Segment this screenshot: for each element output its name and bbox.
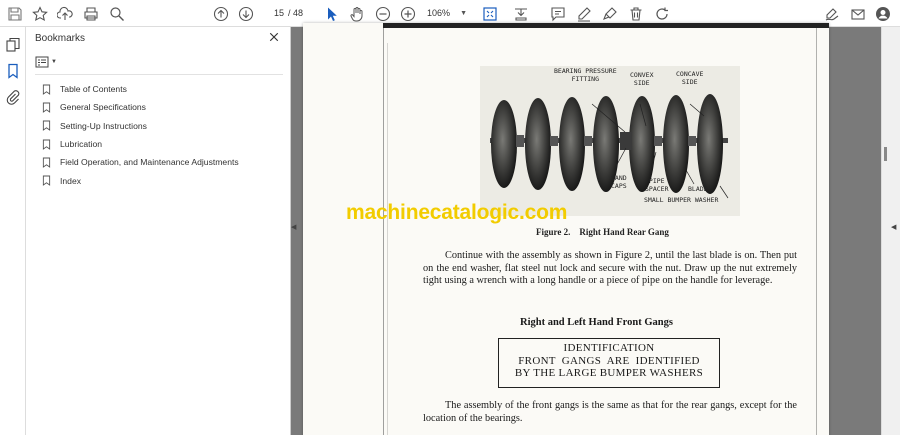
- scan-border: [816, 28, 817, 435]
- page-total: / 48: [288, 8, 304, 18]
- figure-caption: Figure 2. Right Hand Rear Gang: [536, 227, 669, 237]
- bookmark-label: General Specifications: [60, 102, 146, 113]
- bookmark-icon: [42, 101, 54, 113]
- bookmark-item[interactable]: [42, 80, 239, 98]
- bookmark-label: Table of Contents: [60, 84, 127, 95]
- bookmark-icon: [42, 120, 54, 132]
- bookmark-item[interactable]: [42, 171, 239, 189]
- chevron-down-icon: ▼: [51, 59, 57, 65]
- figure-label-text: CONVEX SIDE: [630, 71, 654, 87]
- zoom-search-icon[interactable]: [107, 4, 127, 24]
- collapse-panel-icon[interactable]: ◀: [291, 224, 297, 231]
- id-box-line: FRONT GANGS ARE IDENTIFIED: [518, 354, 700, 367]
- delete-icon[interactable]: [626, 4, 646, 24]
- zoom-in-icon[interactable]: [398, 4, 418, 24]
- divider: [35, 74, 283, 75]
- section-heading: Right and Left Hand Front Gangs: [520, 317, 673, 328]
- id-box-line: BY THE LARGE BUMPER WASHERS: [514, 367, 704, 379]
- page-number-input[interactable]: 15: [273, 8, 284, 18]
- bookmark-label: Field Operation, and Maintenance Adjustments: [60, 157, 239, 168]
- navigation-rail: [0, 27, 26, 435]
- list-options-icon: [35, 56, 49, 68]
- page-up-icon[interactable]: [211, 4, 231, 24]
- figure-label-text: PIPE SPACER: [645, 177, 669, 193]
- email-icon[interactable]: [848, 4, 868, 24]
- bookmark-label: Lubrication: [60, 139, 103, 150]
- pages-icon[interactable]: [3, 35, 23, 55]
- bookmark-icon: [42, 156, 54, 168]
- scan-border: [383, 28, 384, 435]
- identification-box: [498, 338, 720, 388]
- bookmark-icon: [42, 138, 54, 150]
- bookmark-icon: [42, 175, 54, 187]
- select-cursor-icon[interactable]: [322, 4, 342, 24]
- figure-label-concave: [676, 71, 703, 86]
- pdf-page: [303, 23, 829, 435]
- bookmark-item[interactable]: [42, 135, 239, 153]
- vertical-scrollbar[interactable]: [881, 27, 900, 435]
- bookmark-item[interactable]: [42, 98, 239, 116]
- watermark: machinecatalogic.com: [346, 201, 568, 224]
- account-icon[interactable]: [873, 4, 893, 24]
- zoom-select[interactable]: [424, 4, 470, 22]
- bookmarks-panel: [26, 27, 291, 435]
- expand-panel-icon[interactable]: ◀: [891, 224, 897, 231]
- figure-label-pipe-spacer: [645, 178, 668, 193]
- body-paragraph: The assembly of the front gangs is the same as that for the rear gangs, except for the location of the bearings.: [423, 400, 797, 424]
- figure-label-text: BEARING PRESSURE FITTING: [554, 67, 617, 83]
- figure-label-text: SAND CAPS: [611, 174, 627, 190]
- rotate-icon[interactable]: [652, 4, 672, 24]
- bookmark-icon: [42, 83, 54, 95]
- figure-label-blade: BLADE: [688, 185, 708, 193]
- hand-icon[interactable]: [347, 4, 367, 24]
- page-down-icon[interactable]: [236, 4, 256, 24]
- print-icon[interactable]: [81, 4, 101, 24]
- sign-icon[interactable]: [822, 4, 842, 24]
- comment-icon[interactable]: [548, 4, 568, 24]
- figure-label-text: CONCAVE SIDE: [676, 70, 704, 86]
- bookmark-label: Index: [60, 175, 82, 186]
- figure-label-bearing: [554, 68, 617, 83]
- bookmark-item[interactable]: [42, 153, 239, 171]
- scan-border: [387, 43, 388, 435]
- bookmark-label: Setting-Up Instructions: [60, 120, 147, 131]
- zoom-value: 106%: [427, 8, 451, 18]
- bookmarks-icon[interactable]: [3, 61, 23, 81]
- chevron-down-icon: ▼: [460, 9, 467, 17]
- bookmark-item[interactable]: [42, 117, 239, 135]
- read-mode-icon[interactable]: [511, 4, 531, 24]
- figure-label-convex: [630, 72, 653, 87]
- scan-border: [383, 23, 829, 28]
- bookmark-star-icon[interactable]: [30, 4, 50, 24]
- bookmarks-title: Bookmarks: [35, 33, 86, 44]
- body-paragraph: Continue with the assembly as shown in Figure 2, until the last blade is on. Then put on the end washer, flat steel nut lock and secure with the nut. Draw up the nut extremely tight using a wrench with a long handle or a piece of pipe on the handle for leverage.: [423, 250, 797, 287]
- bookmark-options-button[interactable]: [35, 55, 59, 69]
- save-icon[interactable]: [5, 4, 25, 24]
- upload-icon[interactable]: [55, 4, 75, 24]
- figure-label-bumper: SMALL BUMPER WASHER: [644, 196, 719, 204]
- fit-page-icon[interactable]: [480, 4, 500, 24]
- highlight-icon[interactable]: [600, 4, 620, 24]
- figure-disc-gang: [480, 66, 740, 216]
- scroll-thumb[interactable]: [884, 147, 887, 161]
- figure-label-sand-caps: [611, 175, 627, 190]
- disc-gang-photo: [480, 66, 740, 216]
- id-box-line: IDENTIFICATION: [563, 342, 655, 354]
- pen-icon[interactable]: [574, 4, 594, 24]
- attachments-icon[interactable]: [3, 87, 23, 107]
- bookmark-list: [42, 80, 239, 190]
- zoom-out-icon[interactable]: [373, 4, 393, 24]
- document-viewport[interactable]: [291, 27, 881, 435]
- close-icon[interactable]: [267, 30, 281, 44]
